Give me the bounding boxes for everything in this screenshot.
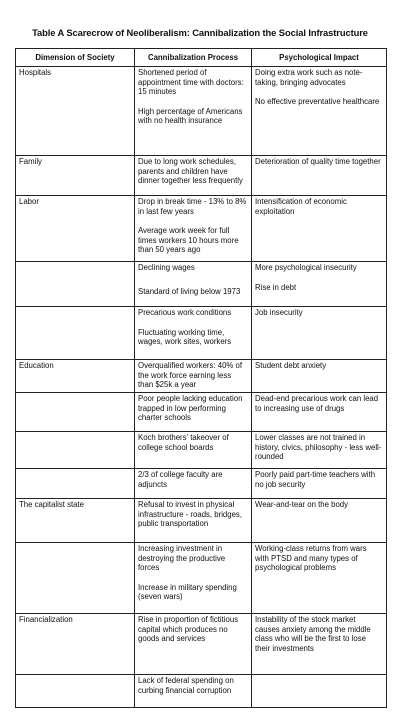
impact-text: Deterioration of quality time together [255, 157, 381, 166]
impact-cell [252, 307, 387, 360]
process-cell [135, 67, 252, 156]
process-cell [135, 307, 252, 360]
process-cell [135, 156, 252, 196]
impact-cell [252, 156, 387, 196]
dimension-cell [16, 543, 135, 614]
column-header-dimension: Dimension of Society [16, 49, 135, 67]
process-text: Increase in military spending (seven wars) [138, 582, 237, 602]
impact-cell [252, 360, 387, 393]
impact-cell [252, 614, 387, 675]
table-title: Table A Scarecrow of Neoliberalism: Cannibalization the Social Infrastructure [32, 27, 368, 38]
table-row [16, 469, 387, 499]
header-row [16, 49, 387, 67]
column-header-impact: Psychological Impact [252, 49, 387, 67]
process-text: Koch brothers' takeover of college school boards [138, 433, 229, 452]
dimension-cell: Hospitals [16, 67, 135, 156]
process-cell [135, 675, 252, 708]
process-text: Declining wages [138, 263, 195, 272]
process-cell [135, 499, 252, 543]
impact-text: Wear-and-tear on the body [255, 500, 349, 509]
dimension-cell: Education [16, 360, 135, 393]
dimension-cell [16, 675, 135, 708]
impact-cell [252, 262, 387, 307]
dimension-cell: The capitalist state [16, 499, 135, 543]
impact-text: Job insecurity [255, 308, 303, 317]
process-text: 2/3 of college faculty are adjuncts [138, 470, 223, 489]
table-row [16, 393, 387, 432]
impact-text: Doing extra work such as note-taking, bringing advocates [255, 68, 363, 87]
impact-text: Lower classes are not trained in history, civics, philosophy - less well-rounded [255, 433, 382, 462]
process-text: Shortened period of appointment time with doctors: 15 minutes [138, 68, 244, 97]
dimension-cell: Family [16, 156, 135, 196]
process-cell [135, 262, 252, 307]
process-cell [135, 393, 252, 432]
table-row [16, 432, 387, 469]
process-text: Overqualified workers: 40% of the work force earning less than $25k a year [138, 361, 243, 390]
process-cell [135, 432, 252, 469]
process-text: Average work week for full times workers 10 hours more than 50 years ago [138, 226, 239, 255]
table-row [16, 675, 387, 708]
process-cell [135, 360, 252, 393]
table-row [16, 67, 387, 156]
process-text: Standard of living below 1973 [138, 286, 241, 296]
impact-cell [252, 499, 387, 543]
impact-cell [252, 469, 387, 499]
dimension-cell: Financialization [16, 614, 135, 675]
impact-cell [252, 432, 387, 469]
impact-cell [252, 196, 387, 262]
dimension-cell [16, 393, 135, 432]
impact-text: No effective preventative healthcare [255, 97, 380, 107]
table-row [16, 614, 387, 675]
process-text: Drop in break time - 13% to 8% in last few years [138, 197, 247, 216]
impact-text: Instability of the stock market causes anxiety among the middle class who will be the first to lose their investments [255, 615, 371, 653]
process-cell [135, 614, 252, 675]
table-row [16, 262, 387, 307]
table-row [16, 360, 387, 393]
process-text: Increasing investment in destroying the productive forces [138, 544, 226, 573]
impact-cell [252, 675, 387, 708]
table-row [16, 196, 387, 262]
impact-text: Rise in debt [255, 282, 297, 292]
process-text: Due to long work schedules, parents and children have dinner together less frequently [138, 157, 243, 186]
process-cell [135, 543, 252, 614]
process-cell [135, 196, 252, 262]
process-text: Lack of federal spending on curbing financial corruption [138, 676, 234, 695]
impact-text: Poorly paid part-time teachers with no job security [255, 470, 376, 489]
table-row [16, 307, 387, 360]
table-row [16, 543, 387, 614]
impact-text: Working-class returns from wars with PTSD and many types of psychological problems [255, 544, 367, 573]
table-row [16, 156, 387, 196]
process-text: Poor people lacking education trapped in low performing charter schools [138, 394, 243, 423]
dimension-cell [16, 262, 135, 307]
process-text: Fluctuating working time, wages, work sites, workers [138, 327, 232, 347]
impact-text: Intensification of economic exploitation [255, 197, 347, 216]
dimension-cell [16, 469, 135, 499]
impact-cell [252, 393, 387, 432]
dimension-cell [16, 307, 135, 360]
neoliberalism-table [15, 48, 387, 708]
process-text: High percentage of Americans with no health insurance [138, 106, 243, 126]
impact-text: Student debt anxiety [255, 361, 327, 370]
dimension-cell: Labor [16, 196, 135, 262]
impact-text: More psychological insecurity [255, 263, 357, 272]
impact-cell [252, 67, 387, 156]
process-text: Refusal to invest in physical infrastructure - roads, bridges, public transportation [138, 500, 243, 529]
table-row [16, 499, 387, 543]
process-cell [135, 469, 252, 499]
impact-cell [252, 543, 387, 614]
process-text: Rise in proportion of fictitious capital which produces no goods and services [138, 615, 239, 644]
column-header-process: Cannibalization Process [135, 49, 252, 67]
impact-text: Dead-end precarious work can lead to increasing use of drugs [255, 394, 379, 413]
process-text: Precarious work conditions [138, 308, 232, 317]
dimension-cell [16, 432, 135, 469]
